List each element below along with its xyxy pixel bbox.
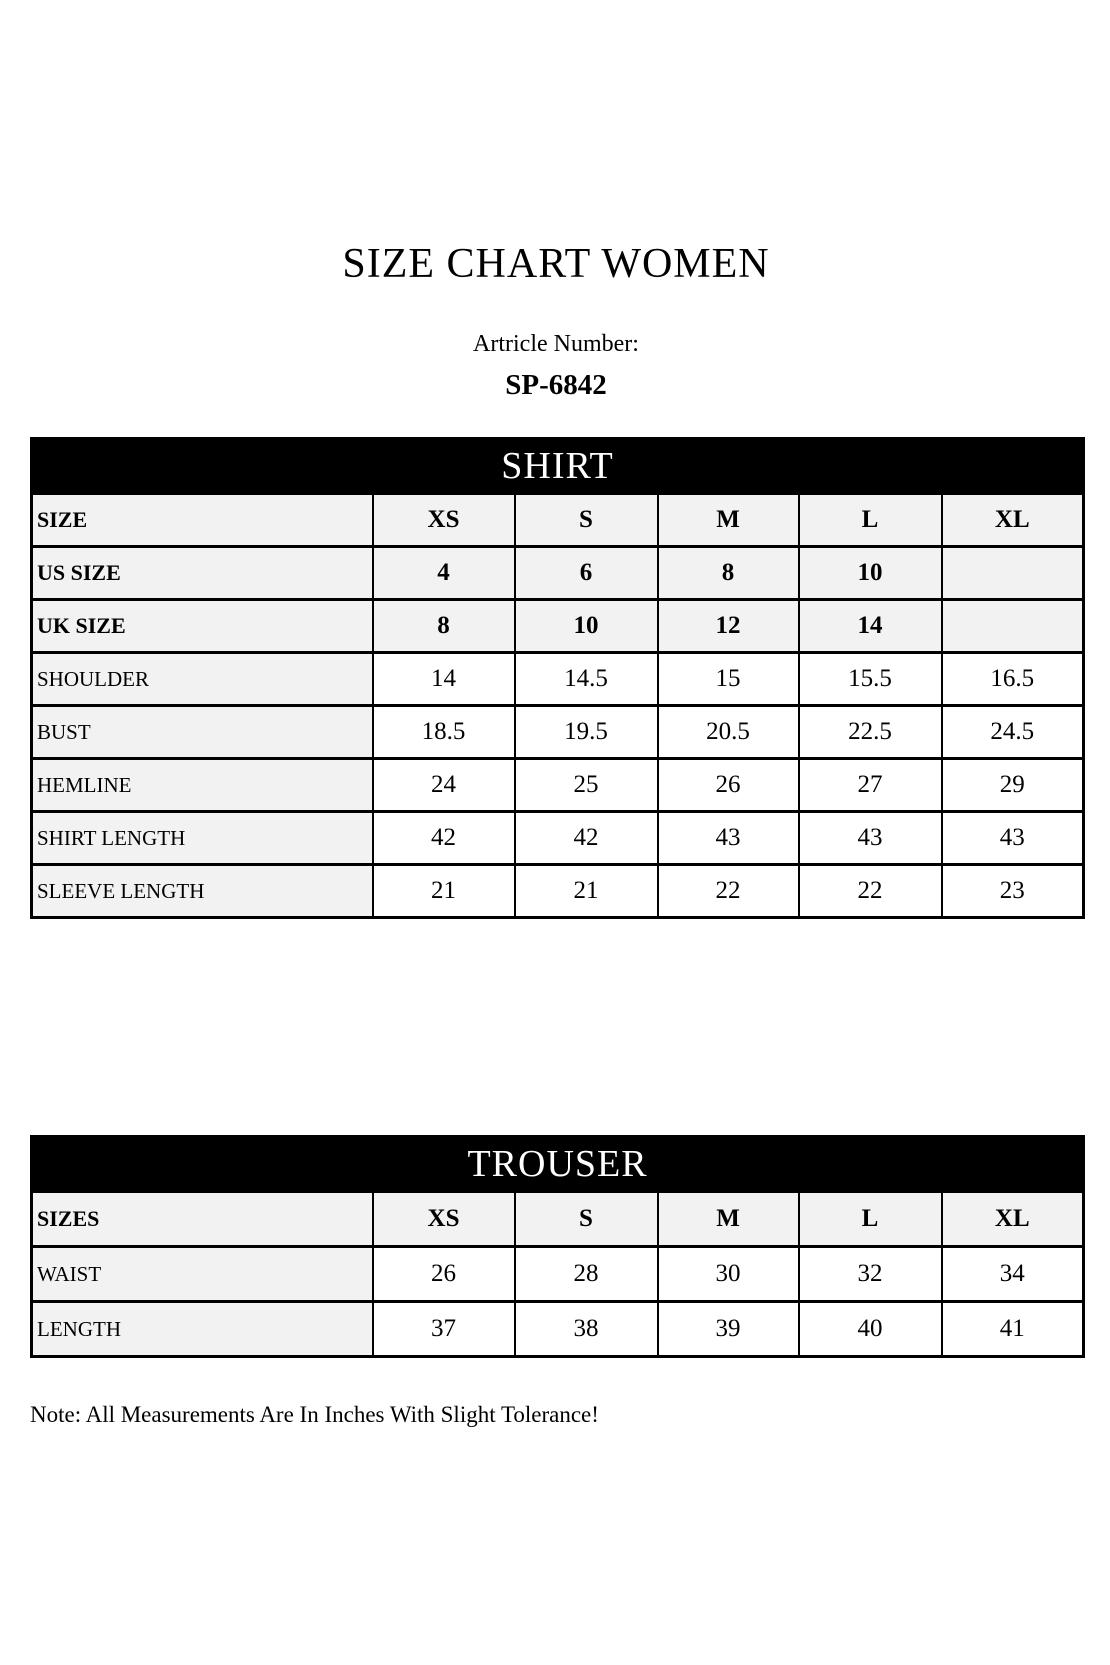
trouser-table-title: TROUSER: [32, 1137, 1084, 1192]
table-row-sleeve-length: [32, 865, 1084, 918]
value-cell: 43: [942, 812, 1084, 865]
value-cell: 27: [799, 759, 942, 812]
value-cell: 40: [799, 1302, 942, 1357]
value-cell: 15: [658, 653, 799, 706]
size-header-cell: S: [515, 1192, 658, 1247]
value-cell: 14: [799, 600, 942, 653]
size-header-cell: S: [515, 494, 658, 547]
size-header-cell: XL: [942, 494, 1084, 547]
size-header-cell: XL: [942, 1192, 1084, 1247]
value-cell: 28: [515, 1247, 658, 1302]
size-header-cell: M: [658, 1192, 799, 1247]
value-cell: 34: [942, 1247, 1084, 1302]
value-cell: 43: [799, 812, 942, 865]
value-cell: 10: [515, 600, 658, 653]
value-cell: 24.5: [942, 706, 1084, 759]
size-header-cell: L: [799, 494, 942, 547]
table-row-shoulder: [32, 653, 1084, 706]
value-cell: 14.5: [515, 653, 658, 706]
value-cell: 22: [799, 865, 942, 918]
value-cell: 23: [942, 865, 1084, 918]
row-label-cell: SIZES: [32, 1192, 373, 1247]
table-row-shirt-length: [32, 812, 1084, 865]
trouser-table-title-row: [32, 1137, 1084, 1192]
value-cell: 26: [373, 1247, 515, 1302]
value-cell: 21: [515, 865, 658, 918]
table-row-hemline: [32, 759, 1084, 812]
measurement-note: Note: All Measurements Are In Inches With Slight Tolerance!: [30, 1402, 599, 1427]
table-row-uk-size: [32, 600, 1084, 653]
value-cell: [942, 547, 1084, 600]
value-cell: 8: [658, 547, 799, 600]
value-cell: 20.5: [658, 706, 799, 759]
value-cell: 15.5: [799, 653, 942, 706]
value-cell: 30: [658, 1247, 799, 1302]
size-header-cell: M: [658, 494, 799, 547]
row-label-cell: BUST: [32, 706, 373, 759]
trouser-size-table: [30, 1135, 1085, 1358]
article-number-value: SP-6842: [505, 369, 607, 401]
value-cell: 42: [515, 812, 658, 865]
value-cell: 18.5: [373, 706, 515, 759]
value-cell: 16.5: [942, 653, 1084, 706]
shirt-table-title-row: [32, 439, 1084, 494]
row-label-cell: LENGTH: [32, 1302, 373, 1357]
table-row-waist: [32, 1247, 1084, 1302]
value-cell: 8: [373, 600, 515, 653]
table-row-us-size: [32, 547, 1084, 600]
value-cell: 37: [373, 1302, 515, 1357]
value-cell: 6: [515, 547, 658, 600]
value-cell: 43: [658, 812, 799, 865]
table-row-bust: [32, 706, 1084, 759]
row-label-cell: SHIRT LENGTH: [32, 812, 373, 865]
value-cell: 42: [373, 812, 515, 865]
value-cell: 26: [658, 759, 799, 812]
table-row-length: [32, 1302, 1084, 1357]
shirt-size-table: [30, 437, 1085, 919]
value-cell: 41: [942, 1302, 1084, 1357]
size-header-cell: XS: [373, 1192, 515, 1247]
value-cell: 4: [373, 547, 515, 600]
row-label-cell: SIZE: [32, 494, 373, 547]
value-cell: 22.5: [799, 706, 942, 759]
value-cell: 24: [373, 759, 515, 812]
value-cell: 39: [658, 1302, 799, 1357]
page-content: [30, 0, 1082, 1428]
value-cell: [942, 600, 1084, 653]
value-cell: 21: [373, 865, 515, 918]
value-cell: 22: [658, 865, 799, 918]
value-cell: 38: [515, 1302, 658, 1357]
row-label-cell: SHOULDER: [32, 653, 373, 706]
row-label-cell: US SIZE: [32, 547, 373, 600]
size-header-cell: L: [799, 1192, 942, 1247]
trouser-header-row: [32, 1192, 1084, 1247]
value-cell: 25: [515, 759, 658, 812]
size-header-cell: XS: [373, 494, 515, 547]
row-label-cell: HEMLINE: [32, 759, 373, 812]
shirt-table-title: SHIRT: [32, 439, 1084, 494]
shirt-header-row: [32, 494, 1084, 547]
article-number-label: Artricle Number:: [473, 331, 639, 357]
value-cell: 19.5: [515, 706, 658, 759]
value-cell: 12: [658, 600, 799, 653]
value-cell: 32: [799, 1247, 942, 1302]
value-cell: 10: [799, 547, 942, 600]
row-label-cell: UK SIZE: [32, 600, 373, 653]
page-title: SIZE CHART WOMEN: [342, 241, 770, 287]
row-label-cell: WAIST: [32, 1247, 373, 1302]
value-cell: 29: [942, 759, 1084, 812]
row-label-cell: SLEEVE LENGTH: [32, 865, 373, 918]
value-cell: 14: [373, 653, 515, 706]
